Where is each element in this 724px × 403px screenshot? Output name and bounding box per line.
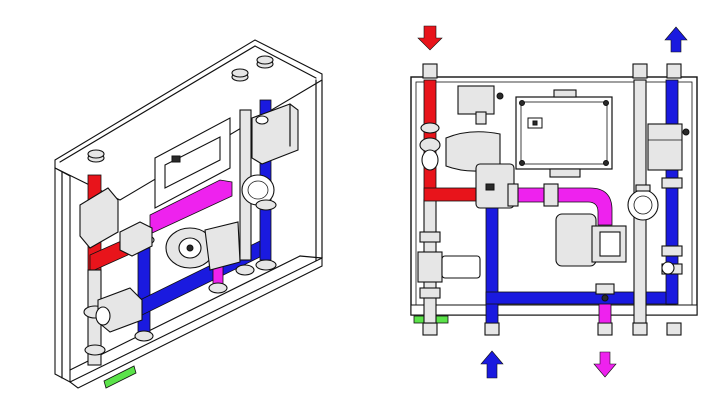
front-top-connectors [423,64,681,78]
flow-meter-icon [418,252,480,282]
mixed-outlet-arrow [594,352,616,377]
return-outlet-arrow [665,27,687,52]
return-inlet-arrow [481,351,503,378]
front-bottom-connectors [423,323,681,335]
control-box-icon [516,90,612,177]
hot-inlet-arrow [418,26,442,50]
